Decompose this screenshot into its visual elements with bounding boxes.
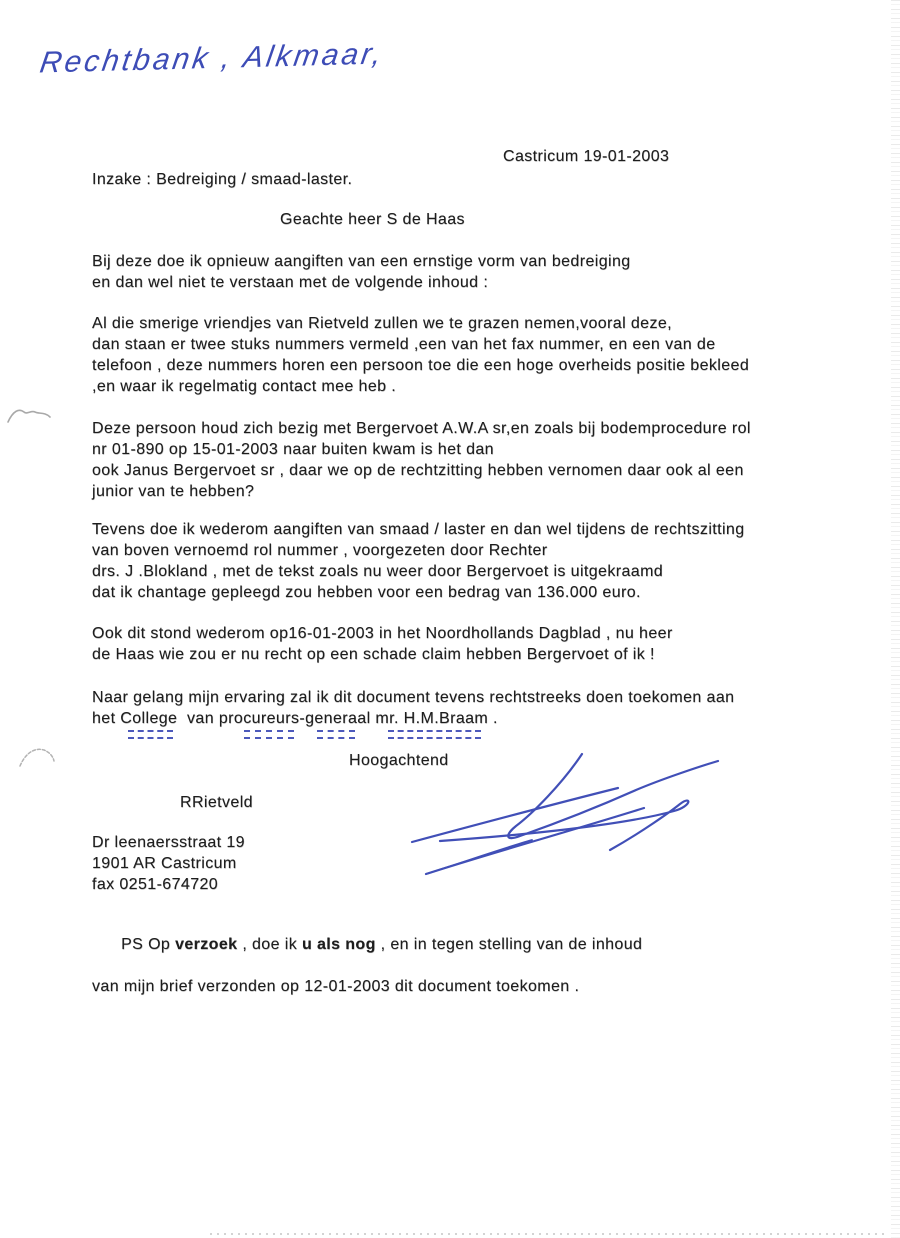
text-line: Deze persoon houd zich bezig met Bergervoet A.W.A sr,en zoals bij bodemprocedure rol [92, 420, 751, 437]
text-line: van boven vernoemd rol nummer , voorgezeten door Rechter [92, 542, 548, 559]
blue-dash-marks [317, 730, 355, 744]
scan-noise-right-edge [891, 0, 900, 1238]
text-line: telefoon , deze nummers horen een persoon toe die een hoge overheids positie bekleed [92, 357, 750, 374]
subject-line: Inzake : Bedreiging / smaad-laster. [92, 171, 353, 188]
blue-dash [388, 730, 481, 732]
blue-dash [128, 737, 173, 739]
text-line: en dan wel niet te verstaan met de volgende inhoud : [92, 274, 489, 291]
text-line: Al die smerige vriendjes van Rietveld zullen we te grazen nemen,vooral deze, [92, 315, 673, 332]
text-line: Bij deze doe ik opnieuw aangiften van een ernstige vorm van bedreiging [92, 253, 631, 270]
pencil-squiggle-mark [6, 402, 52, 430]
paragraph-2 [92, 313, 749, 397]
text-line: dat ik chantage gepleegd zou hebben voor een bedrag van 136.000 euro. [92, 584, 641, 601]
text-line: junior van te hebben? [92, 483, 255, 500]
paragraph-5 [92, 623, 673, 665]
ps-text: , doe ik [237, 936, 302, 953]
address-line: Dr leenaersstraat 19 [92, 834, 245, 851]
ps-text: , en in tegen stelling van de inhoud [375, 936, 643, 953]
text-line: Ook dit stond wederom op16-01-2003 in het Noordhollands Dagblad , nu heer [92, 625, 673, 642]
text-line: nr 01-890 op 15-01-2003 naar buiten kwam is het dan [92, 441, 494, 458]
ps-line-2: van mijn brief verzonden op 12-01-2003 dit document toekomen . [92, 978, 580, 995]
ps-bold-verzoek: verzoek [175, 936, 238, 953]
text-line: ,en waar ik regelmatig contact mee heb . [92, 378, 397, 395]
blue-dash [128, 730, 173, 732]
paragraph-1 [92, 251, 631, 293]
text-line: dan staan er twee stuks nummers vermeld ,een van het fax nummer, en een van de [92, 336, 716, 353]
blue-dash [244, 737, 294, 739]
place-date-line: Castricum 19-01-2003 [503, 148, 670, 165]
closing-word: Hoogachtend [349, 752, 449, 769]
blue-dash [388, 737, 481, 739]
scan-noise-bottom-edge [210, 1233, 888, 1235]
signature [404, 748, 736, 882]
address-line: fax 0251-674720 [92, 876, 219, 893]
blue-dash-marks [244, 730, 294, 744]
signer-name: RRietveld [180, 794, 253, 811]
ps-line-1 [92, 913, 642, 976]
text-line: ook Janus Bergervoet sr , daar we op de rechtzitting hebben vernomen daar ook al een [92, 462, 744, 479]
postscript [92, 913, 642, 997]
text-line: Naar gelang mijn ervaring zal ik dit document tevens rechtstreeks doen toekomen aan [92, 689, 735, 706]
paragraph-6 [92, 687, 734, 729]
text-line: de Haas wie zou er nu recht op een schade claim hebben Bergervoet of ik ! [92, 646, 655, 663]
text-line: het College van procureurs-generaal mr. H.M.Braam . [92, 710, 498, 727]
ps-bold-u-als-nog: u als nog [301, 936, 376, 953]
paragraph-3 [92, 418, 751, 502]
salutation: Geachte heer S de Haas [280, 211, 465, 228]
handwritten-court-note: Rechtbank , Alkmaar, [37, 37, 387, 80]
paragraph-4 [92, 519, 745, 603]
text-line: drs. J .Blokland , met de tekst zoals nu weer door Bergervoet is uitgekraamd [92, 563, 664, 580]
blue-dash [244, 730, 294, 732]
address-line: 1901 AR Castricum [92, 855, 237, 872]
address-block [92, 832, 245, 895]
ps-text: PS Op [121, 936, 176, 953]
pencil-squiggle-mark [16, 742, 58, 770]
blue-dash-marks [128, 730, 173, 744]
blue-dash [317, 730, 355, 732]
blue-dash-marks [388, 730, 481, 744]
text-line: Tevens doe ik wederom aangiften van smaad / laster en dan wel tijdens de rechtszitting [92, 521, 745, 538]
blue-dash [317, 737, 355, 739]
